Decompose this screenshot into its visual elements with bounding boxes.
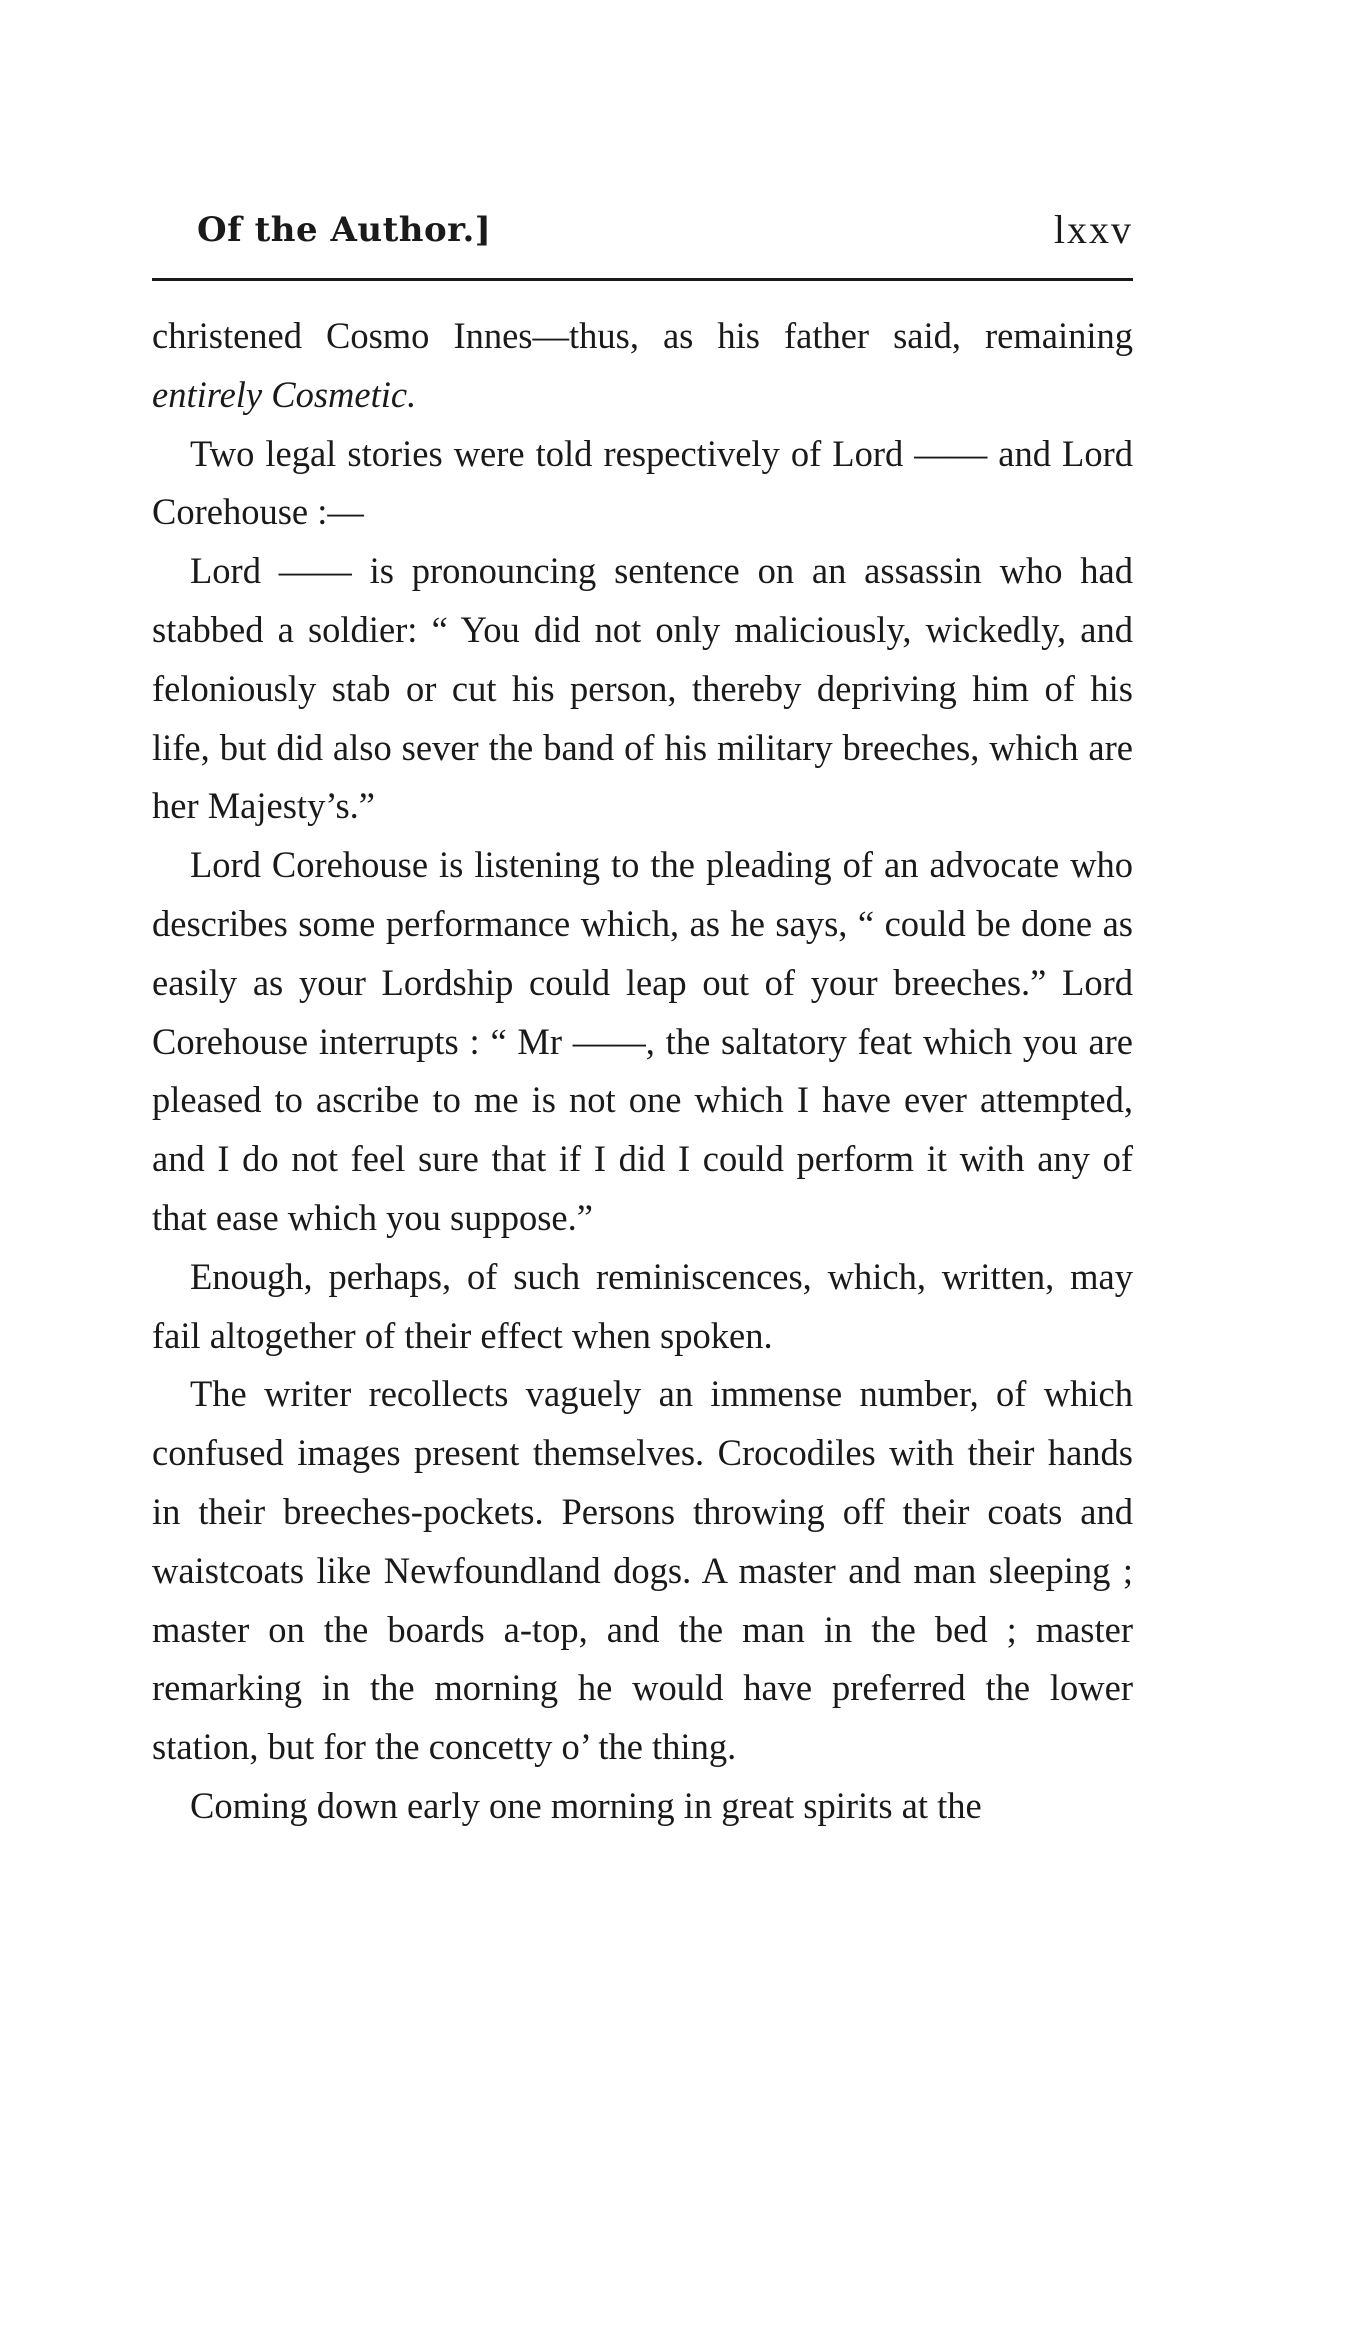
paragraph: Lord Corehouse is listening to the pleading of an advocate who describes some performance which, as he says, “ could be done as easily as your Lordship could leap out of your breeches.” Lord Corehouse interrupts : “ Mr ——, the saltatory feat which you are pleased to ascribe to me is not one which I have ever attempted, and I do not feel sure that if I did I could perform it with any of that ease which you suppose.”	[152, 844, 1133, 1238]
paragraph-continuation	[152, 307, 1133, 425]
paragraph: Two legal stories were told respectively of Lord —— and Lord Corehouse :—	[152, 432, 1133, 533]
paragraph: Enough, perhaps, of such reminiscences, which, written, may fail altogether of their effect when spoken.	[152, 1255, 1133, 1356]
body-text	[152, 307, 1133, 1836]
running-head-title: Of the Author.]	[197, 210, 492, 250]
paragraph: Coming down early one morning in great spirits at the	[190, 1784, 982, 1826]
running-head	[152, 200, 1133, 260]
header-rule	[152, 278, 1133, 281]
paragraph-text: christened Cosmo Innes—thus, as his father said, remaining	[152, 315, 1133, 356]
page-number: lxxv	[1053, 207, 1133, 252]
paragraph: Lord —— is pronouncing sentence on an assassin who had stabbed a soldier: “ You did not only maliciously, wickedly, and feloniously stab or cut his person, thereby depriving him of his life, but did also sever the band of his military breeches, which are her Majesty’s.”	[152, 550, 1133, 827]
paragraph: The writer recollects vaguely an immense number, of which confused images present themselves. Crocodiles with their hands in their breeches-pockets. Persons throwing off their coats and waistcoats like Newfoundland dogs. A master and man sleeping ; master on the boards a-top, and the man in the bed ; master remarking in the morning he would have preferred the lower station, but for the concetty o’ the thing.	[152, 1373, 1133, 1768]
italic-phrase: entirely Cosmetic.	[152, 373, 417, 415]
